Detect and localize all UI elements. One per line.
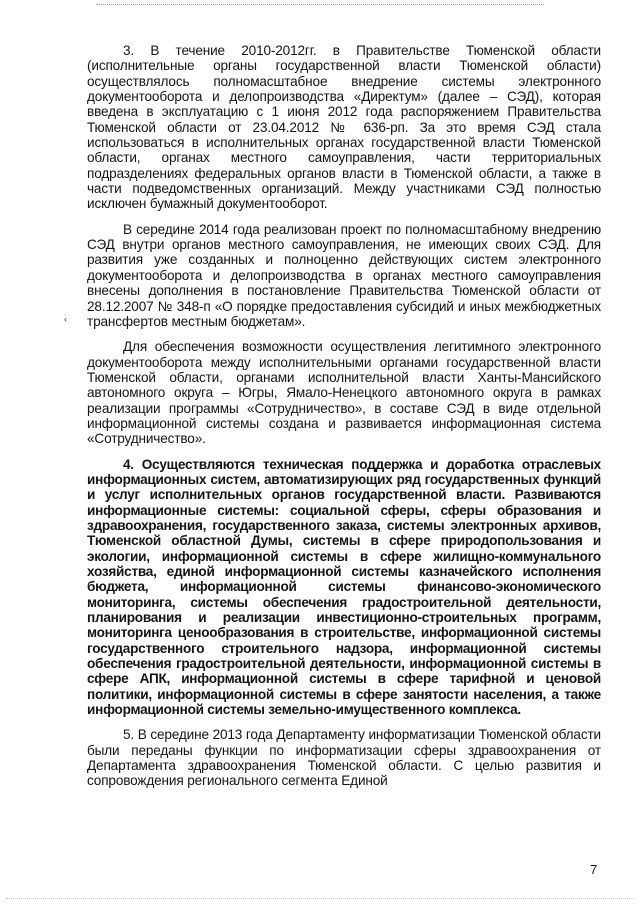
scan-edge-bottom [6, 898, 634, 899]
paragraph-3-continued: В середине 2014 года реализован проект по полномасштабному внедрению СЭД внутри органов местного самоуправления, не имеющих своих СЭД. Для развития уже созданных и полноценно действующих систем электронного документооборота и делопроизводства в органах местного самоуправления внесены дополнения в постановление Правительства Тюменской области от 28.12.2007 № 348-п «О порядке предоставления субсидий и иных межбюджетных трансфертов местным бюджетам». [87, 221, 601, 329]
paragraph-3: 3. В течение 2010-2012гг. в Правительстве Тюменской области (исполнительные органы государственной власти Тюменской области) осуществлялось полномасштабное внедрение системы электронного документооборота и делопроизводства «Директум» (далее – СЭД), которая введена в эксплуатацию с 1 июня 2012 года распоряжением Правительства Тюменской области от 23.04.2012 № 636-рп. За это время СЭД стала использоваться в исполнительных органах государственной власти Тюменской области, органах местного самоуправления, части территориальных подразделениях федеральных органов власти в Тюменской области, а также в части подведомственных организаций. Между участниками СЭД полностью исключен бумажный документооборот. [87, 43, 601, 212]
paragraph-cooperation: Для обеспечения возможности осуществления легитимного электронного документооборота между исполнительными органами государственной власти Тюменской области, органами исполнительной власти Ханты-Мансийского автономного округа – Югры, Ямало-Ненецкого автономного округа в рамках реализации программы «Сотрудничество», в составе СЭД в виде отдельной информационной системы создана и развивается информационная система «Сотрудничество». [87, 339, 601, 447]
page-number: 7 [590, 862, 598, 877]
paragraph-4: 4. Осуществляются техническая поддержка и доработка отраслевых информационных систем, автоматизирующих ряд государственных функций и услуг исполнительных органов государственной власти. Развиваются информационные системы: социальной сферы, сферы образования и здравоохранения, государственного заказа, системы электронных архивов, Тюменской областной Думы, системы в сфере природопользования и экологии, информационной системы в сфере жилищно-коммунального хозяйства, единой информационной системы казначейского исполнения бюджета, информационной системы финансово-экономического мониторинга, системы обеспечения градостроительной деятельности, планирования и реализации инвестиционно-строительных программ, мониторинга ценообразования в строительстве, информационной системы государственного строительного надзора, информационной системы обеспечения градостроительной деятельности, информационной системы в сфере АПК, информационной системы в сфере тарифной и ценовой политики, информационной системы в сфере занятости населения, а также информационной системы земельно-имущественного комплекса. [87, 456, 601, 718]
margin-mark: ‹ [64, 314, 67, 324]
document-body [87, 43, 601, 799]
scan-edge-top [96, 4, 544, 5]
paragraph-5: 5. В середине 2013 года Департаменту информатизации Тюменской области были переданы функции по информатизации сферы здравоохранения от Департамента здравоохранения Тюменской области. С целью развития и сопровождения регионального сегмента Единой [87, 727, 601, 789]
